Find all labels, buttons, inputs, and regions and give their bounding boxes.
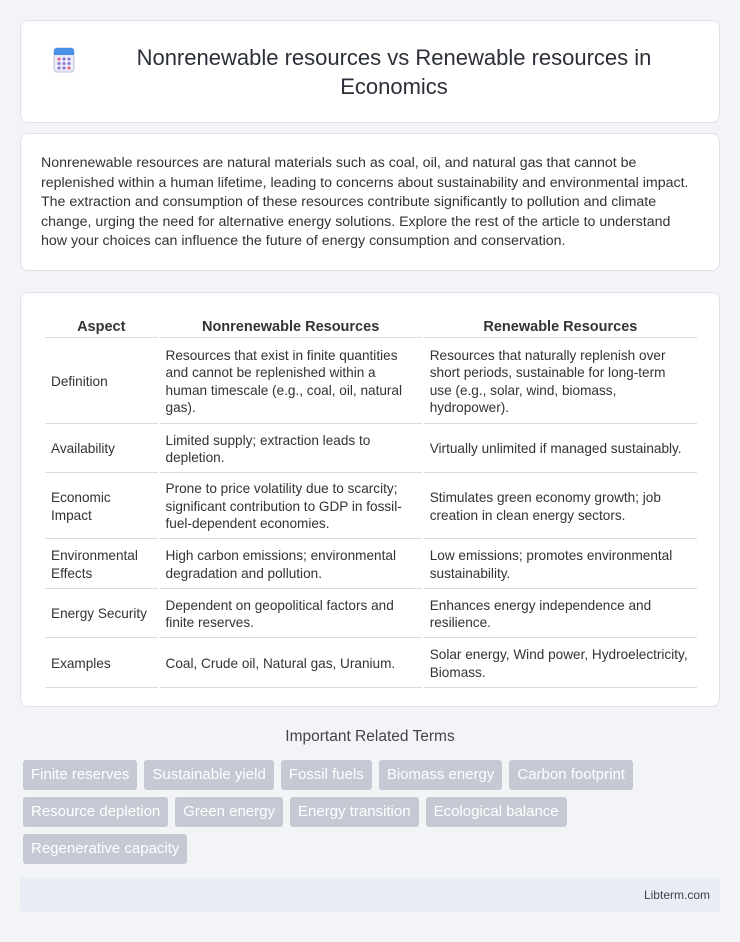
cell-aspect: Examples xyxy=(45,640,158,688)
cell-nonrenewable: High carbon emissions; environmental degradation and pollution. xyxy=(160,541,422,589)
tag-biomass-energy[interactable]: Biomass energy xyxy=(379,760,503,790)
tag-regenerative-capacity[interactable]: Regenerative capacity xyxy=(23,834,187,864)
cell-aspect: Economic Impact xyxy=(45,475,158,539)
header-renewable: Renewable Resources xyxy=(424,317,697,338)
table-row xyxy=(45,591,697,638)
footer xyxy=(20,878,720,912)
tag-finite-reserves[interactable]: Finite reserves xyxy=(23,760,137,790)
tag-carbon-footprint[interactable]: Carbon footprint xyxy=(509,760,633,790)
title-card xyxy=(20,20,720,123)
cell-aspect: Definition xyxy=(45,340,158,424)
cell-aspect: Energy Security xyxy=(45,591,158,638)
table-row xyxy=(45,640,697,688)
comparison-card xyxy=(20,292,720,707)
cell-nonrenewable: Resources that exist in finite quantities and cannot be replenished within a human timescale (e.g., coal, oil, natural gas). xyxy=(160,340,422,424)
cell-renewable: Virtually unlimited if managed sustainably. xyxy=(424,426,697,473)
cell-renewable: Solar energy, Wind power, Hydroelectricity, Biomass. xyxy=(424,640,697,688)
table-row xyxy=(45,541,697,589)
footer-site-link[interactable]: Libterm.com xyxy=(643,888,710,902)
intro-card xyxy=(20,133,720,271)
table-row xyxy=(45,475,697,539)
header-aspect: Aspect xyxy=(45,317,158,338)
page-title: Nonrenewable resources vs Renewable resources in Economics xyxy=(136,44,652,99)
comparison-table xyxy=(43,315,699,690)
calculator-icon xyxy=(51,47,77,73)
cell-nonrenewable: Dependent on geopolitical factors and finite reserves. xyxy=(160,591,422,638)
cell-renewable: Stimulates green economy growth; job creation in clean energy sectors. xyxy=(424,475,697,539)
tag-energy-transition[interactable]: Energy transition xyxy=(290,797,419,827)
table-header-row xyxy=(45,317,697,338)
cell-aspect: Availability xyxy=(45,426,158,473)
tag-resource-depletion[interactable]: Resource depletion xyxy=(23,797,168,827)
cell-aspect: Environmental Effects xyxy=(45,541,158,589)
table-row xyxy=(45,426,697,473)
header-nonrenewable: Nonrenewable Resources xyxy=(160,317,422,338)
table-row xyxy=(45,340,697,424)
cell-renewable: Low emissions; promotes environmental sustainability. xyxy=(424,541,697,589)
intro-paragraph: Nonrenewable resources are natural materials such as coal, oil, and natural gas that cannot be replenished within a human lifetime, leading to concerns about sustainability and environmental impact. The extraction and consumption of these resources contribute significantly to pollution and climate change, urging the need for alternative energy solutions. Explore the rest of the article to understand how your choices can influence the future of energy consumption and conservation. xyxy=(41,155,689,250)
tag-sustainable-yield[interactable]: Sustainable yield xyxy=(144,760,273,790)
cell-renewable: Enhances energy independence and resilience. xyxy=(424,591,697,638)
cell-nonrenewable: Prone to price volatility due to scarcity; significant contribution to GDP in fossil-fuel-dependent economies. xyxy=(160,475,422,539)
related-terms-title: Important Related Terms xyxy=(285,728,455,745)
tag-fossil-fuels[interactable]: Fossil fuels xyxy=(281,760,372,790)
title-wrap xyxy=(21,43,719,101)
cell-renewable: Resources that naturally replenish over short periods, sustainable for long-term use (e.g., solar, wind, biomass, hydropower). xyxy=(424,340,697,424)
tag-green-energy[interactable]: Green energy xyxy=(175,797,283,827)
cell-nonrenewable: Limited supply; extraction leads to depletion. xyxy=(160,426,422,473)
tag-ecological-balance[interactable]: Ecological balance xyxy=(426,797,567,827)
related-terms-list xyxy=(23,760,723,864)
cell-nonrenewable: Coal, Crude oil, Natural gas, Uranium. xyxy=(160,640,422,688)
